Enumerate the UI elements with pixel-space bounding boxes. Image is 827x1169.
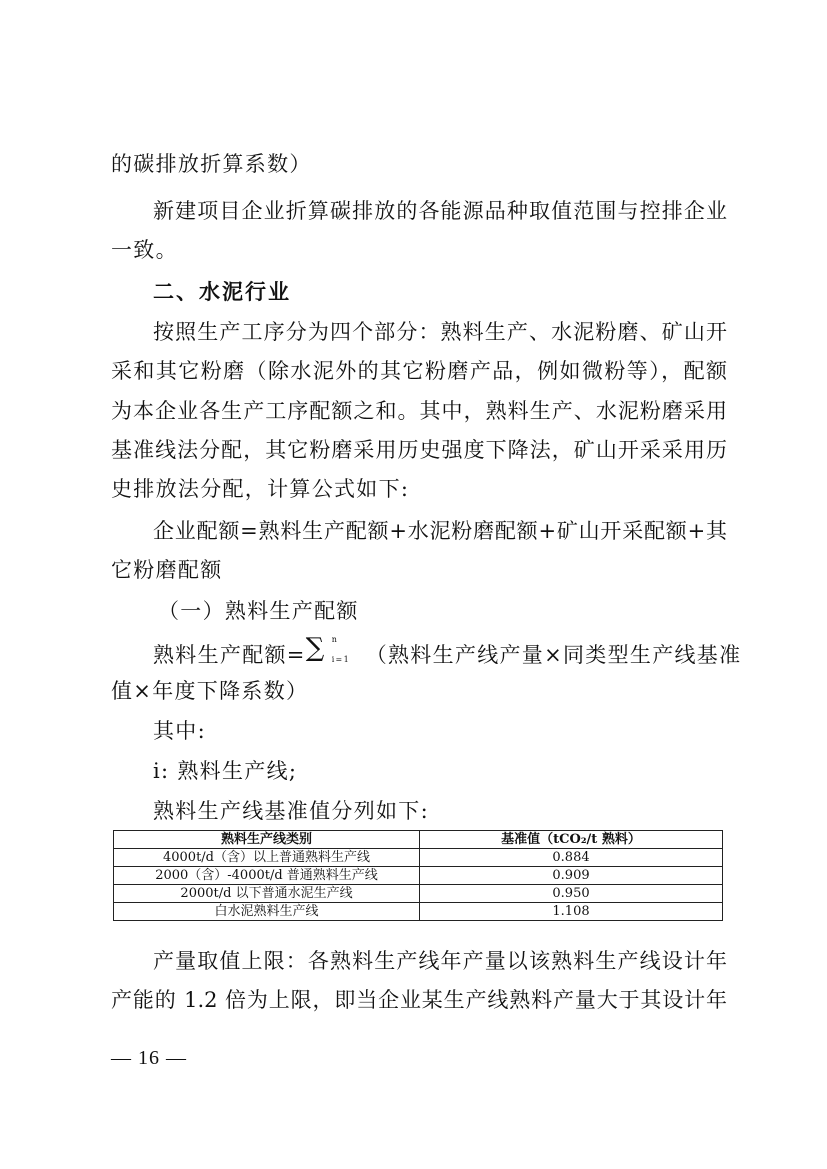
paragraph-line: 产能的 1.2 倍为上限，即当企业某生产线熟料产量大于其设计年 xyxy=(111,988,727,1012)
sum-lower-limit: i=1 xyxy=(331,655,350,664)
paragraph-line: 基准线法分配，其它粉磨采用历史强度下降法，矿山开采采用历 xyxy=(111,438,727,462)
paragraph-line: 为本企业各生产工序配额之和。其中，熟料生产、水泥粉磨采用 xyxy=(111,399,727,423)
paragraph-line: 采和其它粉磨（除水泥外的其它粉磨产品，例如微粉等），配额 xyxy=(111,359,727,383)
paragraph-line: 按照生产工序分为四个部分：熟料生产、水泥粉磨、矿山开 xyxy=(153,320,727,344)
table-row xyxy=(114,903,723,921)
paragraph-line: 产量取值上限：各熟料生产线年产量以该熟料生产线设计年 xyxy=(153,949,727,973)
sigma-glyph: ∑ xyxy=(305,633,326,663)
baseline-table xyxy=(113,830,723,921)
sum-upper-limit: n xyxy=(331,635,339,644)
table-cell-value: 0.950 xyxy=(420,885,723,903)
formula-prefix: 熟料生产配额= xyxy=(153,643,306,667)
table-cell-category: 2000（含）-4000t/d 普通熟料生产线 xyxy=(114,867,420,885)
paragraph-line: 史排放法分配，计算公式如下: xyxy=(111,477,410,501)
table-cell-value: 0.884 xyxy=(420,849,723,867)
paragraph-line: 熟料生产线基准值分列如下: xyxy=(153,799,429,823)
paragraph-line: 它粉磨配额 xyxy=(111,558,223,582)
paragraph-line: 新建项目企业折算碳排放的各能源品种取值范围与控排企业 xyxy=(153,199,727,223)
table-row xyxy=(114,885,723,903)
summation-symbol xyxy=(305,633,366,669)
subsection-heading: （一）熟料生产配额 xyxy=(158,599,359,623)
formula-line xyxy=(153,633,742,669)
table-cell-category: 4000t/d（含）以上普通熟料生产线 xyxy=(114,849,420,867)
formula-rest: （熟料生产线产量×同类型生产线基准 xyxy=(365,643,742,667)
table-header-row xyxy=(114,831,723,849)
table-cell-category: 2000t/d 以下普通水泥生产线 xyxy=(114,885,420,903)
paragraph-line: 其中: xyxy=(153,719,206,743)
page-number: — 16 — xyxy=(111,1047,187,1069)
paragraph-line: 值×年度下降系数） xyxy=(111,679,309,703)
paragraph-line: 的碳排放折算系数） xyxy=(111,152,312,176)
table-cell-value: 0.909 xyxy=(420,867,723,885)
section-heading: 二、水泥行业 xyxy=(153,280,291,304)
table-cell-value: 1.108 xyxy=(420,903,723,921)
paragraph-line: 企业配额=熟料生产配额+水泥粉磨配额+矿山开采配额+其 xyxy=(153,519,727,543)
paragraph-line: i: 熟料生产线; xyxy=(153,759,298,783)
table-row xyxy=(114,849,723,867)
paragraph-line: 一致。 xyxy=(111,238,178,262)
table-cell-category: 白水泥熟料生产线 xyxy=(114,903,420,921)
column-header-value: 基准值（tCO₂/t 熟料） xyxy=(420,831,723,849)
column-header-category: 熟料生产线类别 xyxy=(114,831,420,849)
table-row xyxy=(114,867,723,885)
